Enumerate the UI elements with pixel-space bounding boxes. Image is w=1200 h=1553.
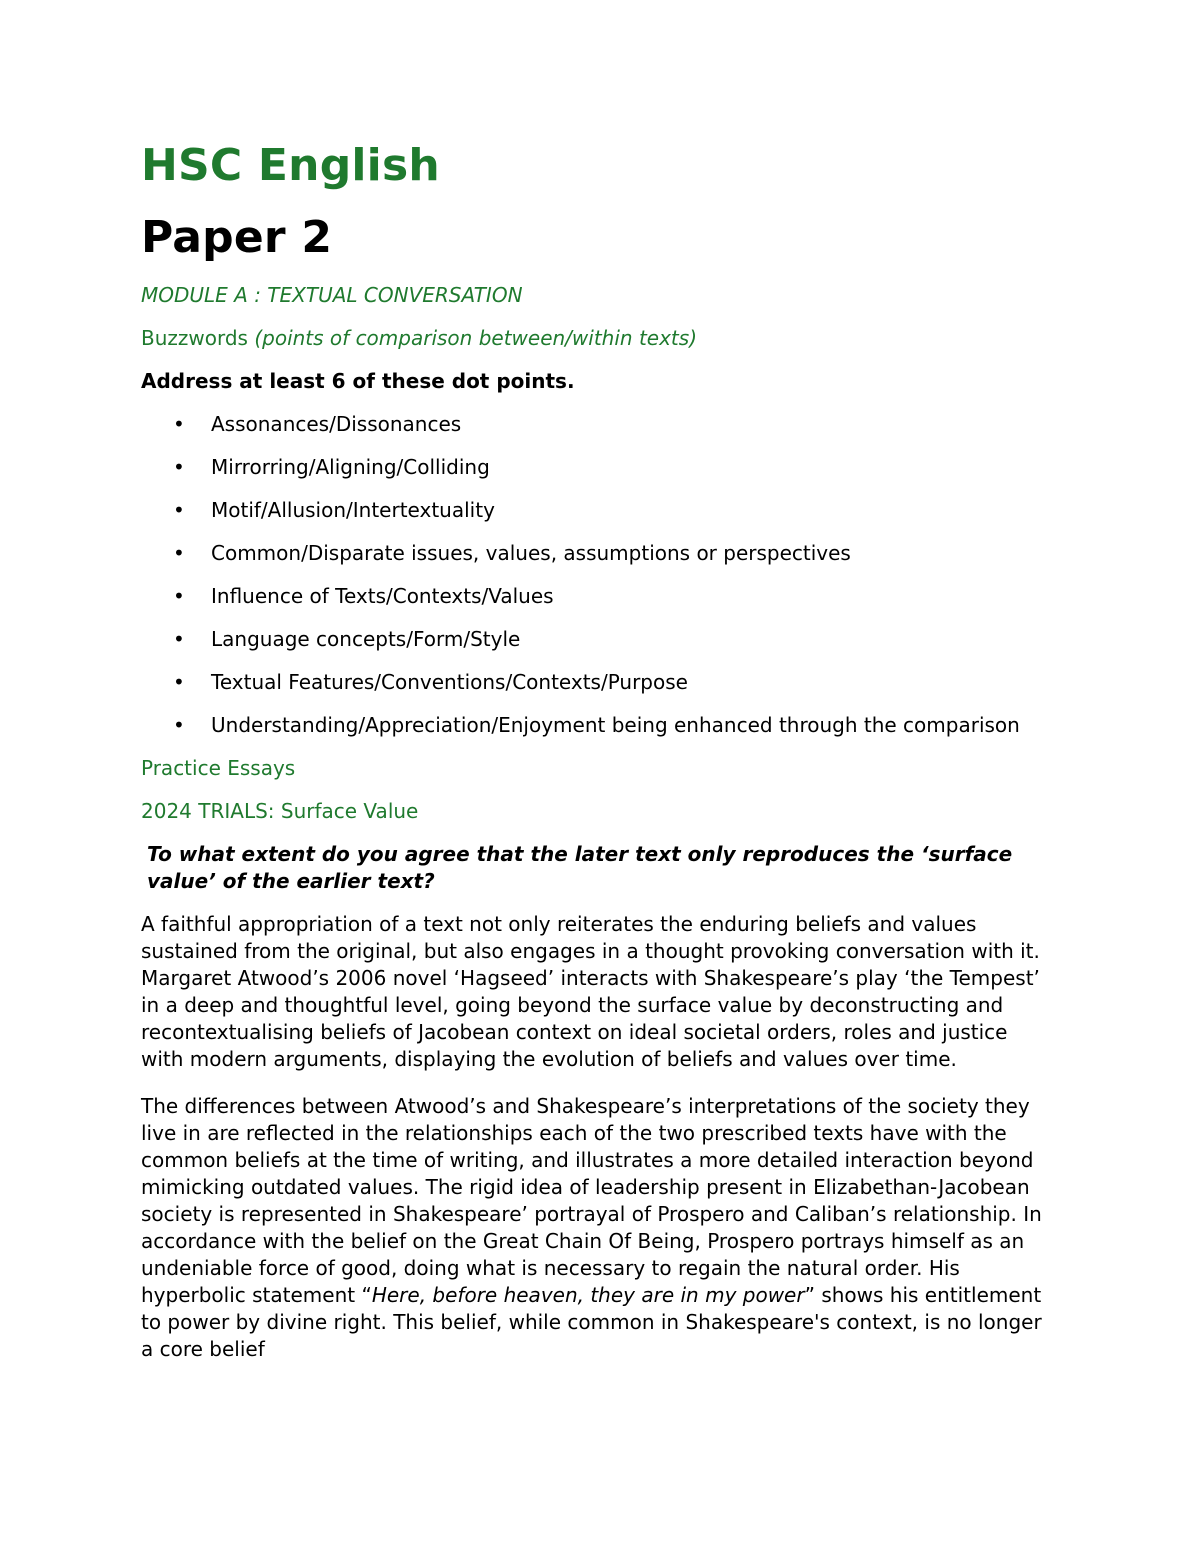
instruction-text: Address at least 6 of these dot points. xyxy=(141,369,575,393)
bullet-icon: • xyxy=(173,670,185,694)
buzzwords-note: (points of comparison between/within texts) xyxy=(254,326,697,350)
practice-essays-heading: Practice Essays xyxy=(141,756,296,780)
list-item xyxy=(141,454,1053,481)
essay-title: 2024 TRIALS: Surface Value xyxy=(141,799,419,823)
bullet-icon: • xyxy=(173,541,185,565)
list-item-text: Mirrorring/Aligning/Colliding xyxy=(211,455,490,479)
list-item xyxy=(141,497,1053,524)
essay-question: To what extent do you agree that the later text only reproduces the ‘surface value’ of the earlier text? xyxy=(147,842,1013,893)
list-item xyxy=(141,411,1053,438)
list-item xyxy=(141,669,1053,696)
bullet-icon: • xyxy=(173,584,185,608)
document-page xyxy=(141,140,1053,1383)
essay-paragraph-2 xyxy=(141,1093,1053,1363)
paragraph-2-end: ” shows his entitlement to power by divine right. This belief, while common in Shakespeare's context, is no longer a core belief xyxy=(141,1283,1042,1361)
buzzword-list xyxy=(141,411,1053,739)
buzzwords-heading xyxy=(141,325,1053,352)
list-item xyxy=(141,712,1053,739)
list-item xyxy=(141,540,1053,567)
document-title: HSC English xyxy=(141,140,440,191)
buzzwords-label: Buzzwords xyxy=(141,326,255,350)
quote-text: Here, before heaven, they are in my power xyxy=(371,1283,805,1307)
list-item-text: Language concepts/Form/Style xyxy=(211,627,521,651)
list-item-text: Assonances/Dissonances xyxy=(211,412,462,436)
document-subtitle: Paper 2 xyxy=(141,212,333,263)
bullet-icon: • xyxy=(173,627,185,651)
list-item-text: Understanding/Appreciation/Enjoyment being enhanced through the comparison xyxy=(211,713,1020,737)
module-heading: MODULE A : TEXTUAL CONVERSATION xyxy=(141,283,523,307)
list-item-text: Common/Disparate issues, values, assumptions or perspectives xyxy=(211,541,851,565)
paragraph-2-start: The differences between Atwood’s and Shakespeare’s interpretations of the society they live in are reflected in the relationships each of the two prescribed texts have with the common beliefs at the time of writing, and illustrates a more detailed interaction beyond mimicking outdated values. The rigid idea of leadership present in Elizabethan-Jacobean society is represented in Shakespeare’ portrayal of Prospero and Caliban’s relationship. In accordance with the belief on the Great Chain Of Being, Prospero portrays himself as an undeniable force of good, doing what is necessary to regain the natural order. His hyperbolic statement “ xyxy=(141,1094,1042,1307)
list-item-text: Textual Features/Conventions/Contexts/Purpose xyxy=(211,670,688,694)
list-item xyxy=(141,626,1053,653)
bullet-icon: • xyxy=(173,412,185,436)
bullet-icon: • xyxy=(173,455,185,479)
bullet-icon: • xyxy=(173,713,185,737)
list-item-text: Influence of Texts/Contexts/Values xyxy=(211,584,554,608)
list-item-text: Motif/Allusion/Intertextuality xyxy=(211,498,495,522)
list-item xyxy=(141,583,1053,610)
bullet-icon: • xyxy=(173,498,185,522)
essay-paragraph-1: A faithful appropriation of a text not only reiterates the enduring beliefs and values sustained from the original, but also engages in a thought provoking conversation with it. Margaret Atwood’s 2006 novel ‘Hagseed’ interacts with Shakespeare’s play ‘the Tempest’ in a deep and thoughtful level, going beyond the surface value by deconstructing and recontextualising beliefs of Jacobean context on ideal societal orders, roles and justice with modern arguments, displaying the evolution of beliefs and values over time. xyxy=(141,912,1040,1071)
